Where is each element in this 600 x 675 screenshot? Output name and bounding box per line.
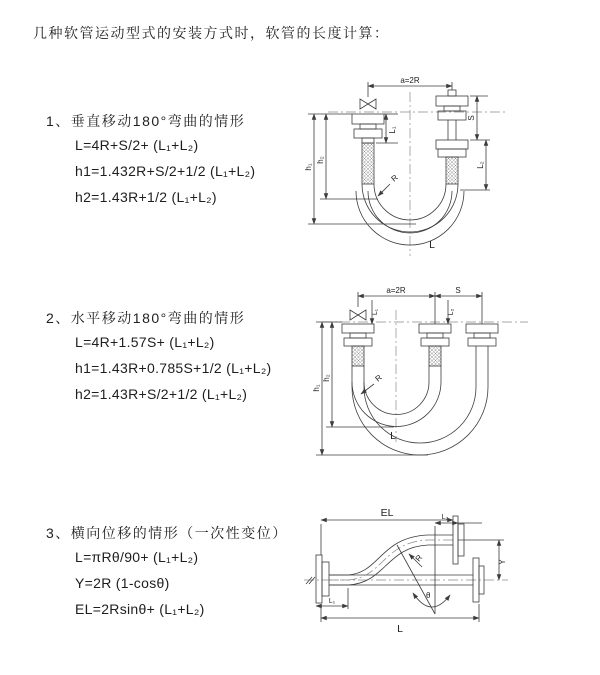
dim-label-l1: L₁ [388, 126, 397, 134]
angle-label: θ [426, 591, 431, 600]
dim-label-h2: h₂ [316, 156, 325, 164]
dim-label-a2r: a=2R [386, 286, 406, 295]
dim-label-l2: L₂ [448, 308, 455, 316]
dim-label-a2r: a=2R [400, 76, 420, 85]
section-1-formula-h2: h2=1.43R+1/2 (L₁+L₂) [75, 189, 217, 205]
diagram3-labels [329, 507, 507, 635]
dim-label-y: Y [498, 559, 507, 565]
valve-icon [360, 99, 376, 109]
dim-label-s: S [455, 286, 461, 295]
dim-label-l2: L₂ [476, 161, 485, 169]
length-label: L [390, 430, 396, 442]
braided-hose-section [446, 157, 458, 184]
dim-label-h1: h₁ [312, 384, 321, 392]
section-1-formula-h1: h1=1.432R+S/2+1/2 (L₁+L₂) [75, 163, 256, 179]
centerline-break-mark [306, 577, 315, 584]
dim-label-l1: L₁ [372, 308, 379, 316]
valve-icon [350, 310, 366, 320]
radius-label: R [413, 553, 425, 564]
dim-label-h2: h₂ [322, 374, 331, 382]
radius-label: R [373, 372, 384, 384]
length-label: L [397, 623, 403, 635]
diagram-horizontal-180-bend [306, 280, 556, 462]
braided-hose-section [362, 143, 374, 184]
hose-centerline [329, 540, 453, 580]
section-2-heading: 2、水平移动180°弯曲的情形 [46, 310, 246, 326]
dim-label-h1: h₁ [304, 163, 313, 171]
section-3-heading: 3、横向位移的情形（一次性变位） [46, 525, 288, 541]
section-3-formula-EL: EL=2Rsinθ+ (L₁+L₂) [75, 601, 205, 617]
diagram-vertical-180-bend [298, 64, 540, 264]
section-2-formula-h1: h1=1.43R+0.785S+1/2 (L₁+L₂) [75, 360, 272, 376]
dim-label-l2: L₂ [441, 514, 449, 521]
braided-hose-section [429, 346, 441, 366]
braided-hose-section [352, 346, 364, 366]
section-3-formula-Y: Y=2R (1-cosθ) [75, 575, 170, 591]
diagram2-linework [316, 292, 528, 455]
section-1-formula-L: L=4R+S/2+ (L₁+L₂) [75, 137, 199, 153]
diagram-lateral-displacement [296, 498, 576, 646]
diagram3-linework [304, 516, 508, 622]
radius-label: R [389, 172, 400, 184]
dim-label-l1: L₁ [328, 598, 336, 605]
page-title: 几种软管运动型式的安装方式时，软管的长度计算： [33, 25, 390, 41]
section-1-heading: 1、垂直移动180°弯曲的情形 [46, 113, 246, 129]
section-2-formula-L: L=4R+1.57S+ (L₁+L₂) [75, 334, 215, 350]
length-label: L [429, 239, 435, 251]
section-2-formula-h2: h2=1.43R+S/2+1/2 (L₁+L₂) [75, 386, 248, 402]
dim-label-s: S [467, 115, 476, 121]
section-3-formula-L: L=πRθ/90+ (L₁+L₂) [75, 549, 199, 565]
dim-label-el: EL [380, 507, 394, 519]
